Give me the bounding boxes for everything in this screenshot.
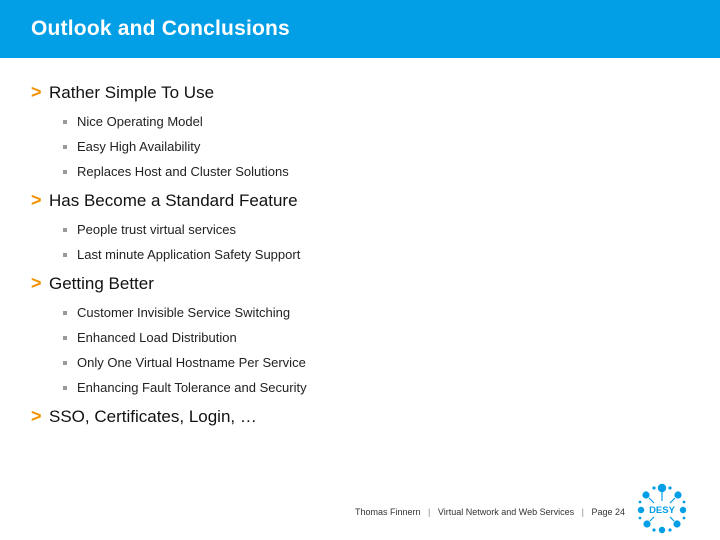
bullet-item: [63, 164, 289, 179]
chevron-right-icon: >: [31, 406, 42, 426]
footer-talk-title: Virtual Network and Web Services: [437, 507, 575, 517]
chevron-right-icon: >: [31, 273, 42, 293]
section-heading-text: SSO, Certificates, Login, …: [49, 406, 257, 426]
bullet-item: [63, 247, 300, 262]
square-bullet-icon: [63, 253, 67, 257]
bullet-item: [63, 355, 306, 370]
bullet-text: People trust virtual services: [77, 222, 236, 237]
bullet-item: [63, 330, 237, 345]
square-bullet-icon: [63, 361, 67, 365]
section-heading-4: [31, 406, 257, 427]
square-bullet-icon: [63, 145, 67, 149]
chevron-right-icon: >: [31, 82, 42, 102]
square-bullet-icon: [63, 228, 67, 232]
square-bullet-icon: [63, 170, 67, 174]
bullet-item: [63, 114, 203, 129]
square-bullet-icon: [63, 311, 67, 315]
square-bullet-icon: [63, 336, 67, 340]
bullet-item: [63, 222, 236, 237]
bullet-text: Customer Invisible Service Switching: [77, 305, 291, 320]
section-heading-text: Getting Better: [49, 273, 154, 293]
desy-logo: [636, 482, 688, 534]
footer-author: Thomas Finnern: [355, 507, 421, 517]
square-bullet-icon: [63, 386, 67, 390]
bullet-item: [63, 139, 200, 154]
footer-page-number: Page 24: [591, 507, 626, 517]
bullet-text: Nice Operating Model: [77, 114, 203, 129]
footer: [355, 507, 625, 517]
section-heading-3: [31, 273, 154, 294]
bullet-text: Last minute Application Safety Support: [77, 247, 301, 262]
bullet-text: Easy High Availability: [77, 139, 201, 154]
bullet-text: Enhanced Load Distribution: [77, 330, 237, 345]
title-bar: [0, 0, 720, 58]
bullet-text: Only One Virtual Hostname Per Service: [77, 355, 306, 370]
bullet-text: Enhancing Fault Tolerance and Security: [77, 380, 307, 395]
bullet-item: [63, 380, 307, 395]
chevron-right-icon: >: [31, 190, 42, 210]
section-heading-text: Has Become a Standard Feature: [49, 190, 298, 210]
section-heading-text: Rather Simple To Use: [49, 82, 215, 102]
bullet-text: Replaces Host and Cluster Solutions: [77, 164, 289, 179]
footer-separator: |: [428, 507, 431, 517]
section-heading-2: [31, 190, 298, 211]
square-bullet-icon: [63, 120, 67, 124]
logo-text: DESY: [649, 505, 675, 516]
footer-separator: |: [581, 507, 584, 517]
slide-title: Outlook and Conclusions: [31, 17, 290, 40]
section-heading-1: [31, 82, 214, 103]
bullet-item: [63, 305, 290, 320]
